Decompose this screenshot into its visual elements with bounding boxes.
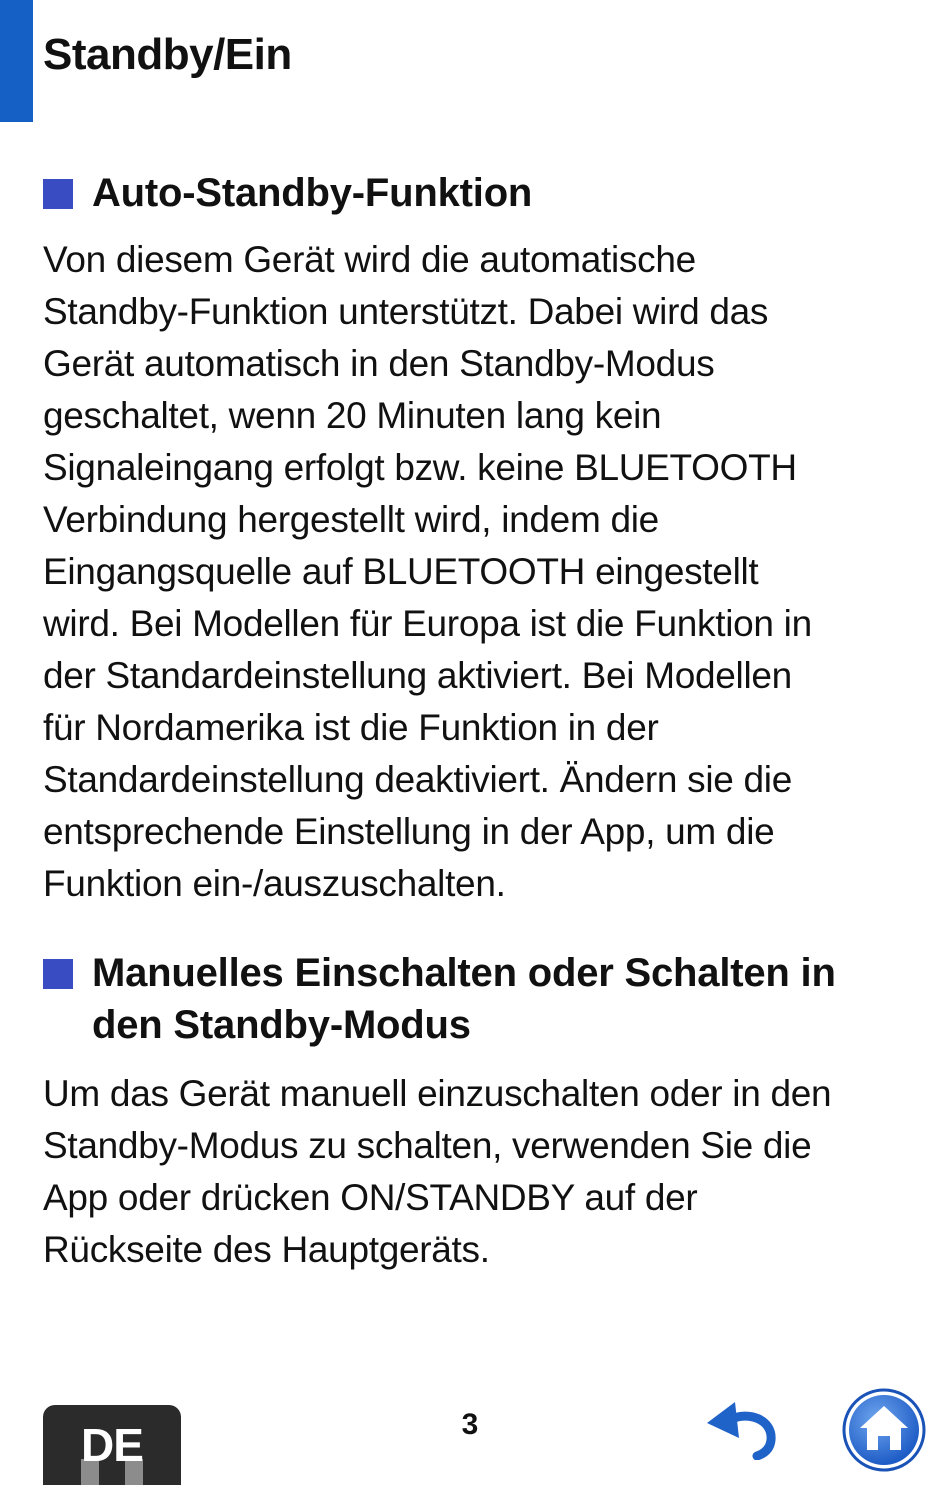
section-body-manual-standby: Um das Gerät manuell einzuschalten oder in den Standby-Modus zu schalten, verwenden Sie die App oder drücken ON/STANDBY auf der Rückseite des Hauptgeräts. xyxy=(43,1073,832,1270)
title-accent-bar xyxy=(0,0,33,122)
square-bullet-icon xyxy=(43,179,73,209)
page-number: 3 xyxy=(461,1408,479,1441)
section-body-auto-standby: Von diesem Gerät wird die automatische Standby-Funktion unterstützt. Dabei wird das Gerät automatisch in den Standby-Modus geschaltet, wenn 20 Minuten lang kein Signaleingang erfolgt bzw. keine BLUETOOTH Verbindung hergestellt wird, indem die Eingangsquelle auf BLUETOOTH eingestellt wird. Bei Modellen für Europa ist die Funktion in der Standardeinstellung aktiviert. Bei Modellen für Nordamerika ist die Funktion in der Standardeinstellung deaktiviert. Ändern sie die entsprechende Einstellung in der App, um die Funktion ein-/auszuschalten. xyxy=(43,239,812,904)
section-heading-text: Manuelles Einschalten oder Schalten in den Standby-Modus xyxy=(92,951,836,1047)
home-icon[interactable] xyxy=(842,1388,926,1472)
section-heading-text: Auto-Standby-Funktion xyxy=(92,171,533,215)
back-arrow-icon[interactable] xyxy=(705,1398,779,1460)
square-bullet-icon xyxy=(43,959,73,989)
section-heading-auto-standby xyxy=(43,167,913,219)
section-heading-manual-standby xyxy=(43,947,913,1051)
page-title: Standby/Ein xyxy=(43,30,292,79)
language-tab[interactable] xyxy=(43,1405,181,1485)
language-label: DE xyxy=(81,1419,143,1471)
